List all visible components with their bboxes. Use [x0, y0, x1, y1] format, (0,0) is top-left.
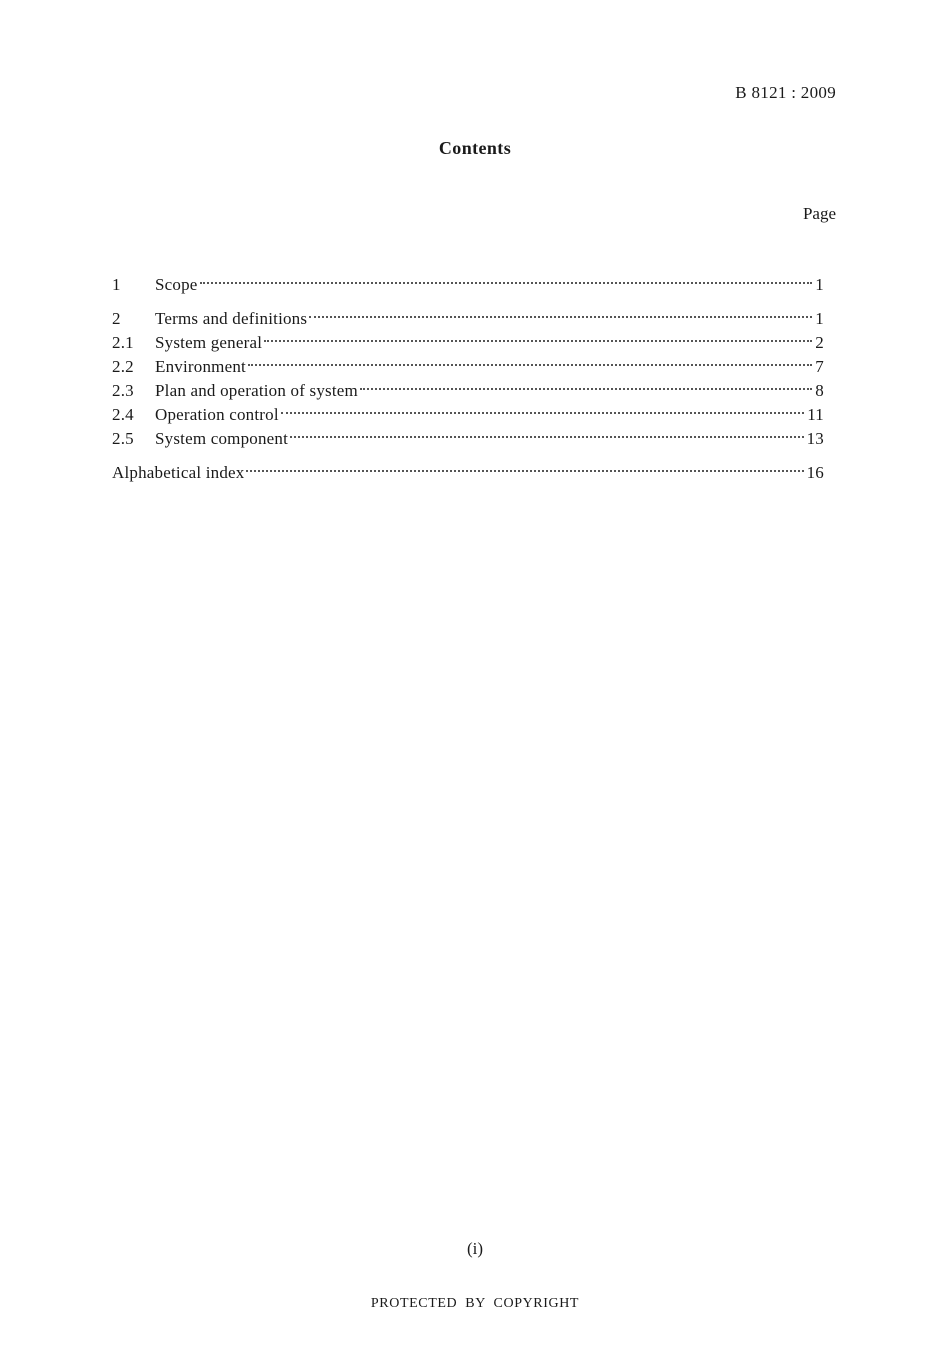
toc-entry-number: 2.3	[112, 381, 134, 400]
contents-title: Contents	[438, 138, 512, 158]
dot-leader	[248, 348, 812, 372]
toc-entry-page: 11	[807, 405, 824, 424]
toc-entry-scope[interactable]	[112, 266, 824, 294]
toc-entry-terms-and-definitions[interactable]	[112, 300, 824, 328]
toc-entry-title: Environment	[155, 357, 246, 376]
toc-entry-title: Operation control	[155, 405, 279, 424]
toc-entry-page: 7	[815, 357, 824, 376]
toc-entry-number: 2.4	[112, 405, 134, 424]
toc-entry-title: Terms and definitions	[155, 309, 308, 328]
toc-entry-page: 16	[806, 463, 824, 482]
toc-entry-title: System general	[155, 333, 263, 352]
toc-entry-page: 2	[815, 333, 824, 352]
toc-entry-number: 2.1	[112, 333, 134, 352]
dot-leader	[246, 454, 803, 478]
dot-leader	[290, 420, 804, 444]
toc-entry-page: 13	[806, 429, 824, 448]
toc-entry-title: Alphabetical index	[112, 463, 245, 482]
toc-entry-title: Plan and operation of system	[155, 381, 358, 400]
toc-entry-title: System component	[155, 429, 289, 448]
toc-entry-alphabetical-index[interactable]	[112, 454, 824, 482]
toc-entry-number: 2	[112, 309, 121, 328]
dot-leader	[264, 324, 812, 348]
dot-leader	[360, 372, 812, 396]
document-number: B 8121 : 2009	[735, 83, 836, 102]
toc-entry-page: 1	[815, 309, 824, 328]
copyright-notice: PROTECTED BY COPYRIGHT	[370, 1296, 580, 1311]
page-column-label: Page	[802, 204, 836, 223]
toc-entry-number: 2.2	[112, 357, 134, 376]
table-of-contents	[112, 266, 824, 482]
toc-entry-number: 2.5	[112, 429, 134, 448]
footer-page-number: (i)	[466, 1239, 484, 1258]
dot-leader	[200, 266, 813, 290]
toc-entry-page: 8	[815, 381, 824, 400]
toc-entry-number: 1	[112, 275, 121, 294]
toc-entry-page: 1	[815, 275, 824, 294]
dot-leader	[309, 300, 812, 324]
toc-entry-title: Scope	[155, 275, 198, 294]
dot-leader	[281, 396, 804, 420]
